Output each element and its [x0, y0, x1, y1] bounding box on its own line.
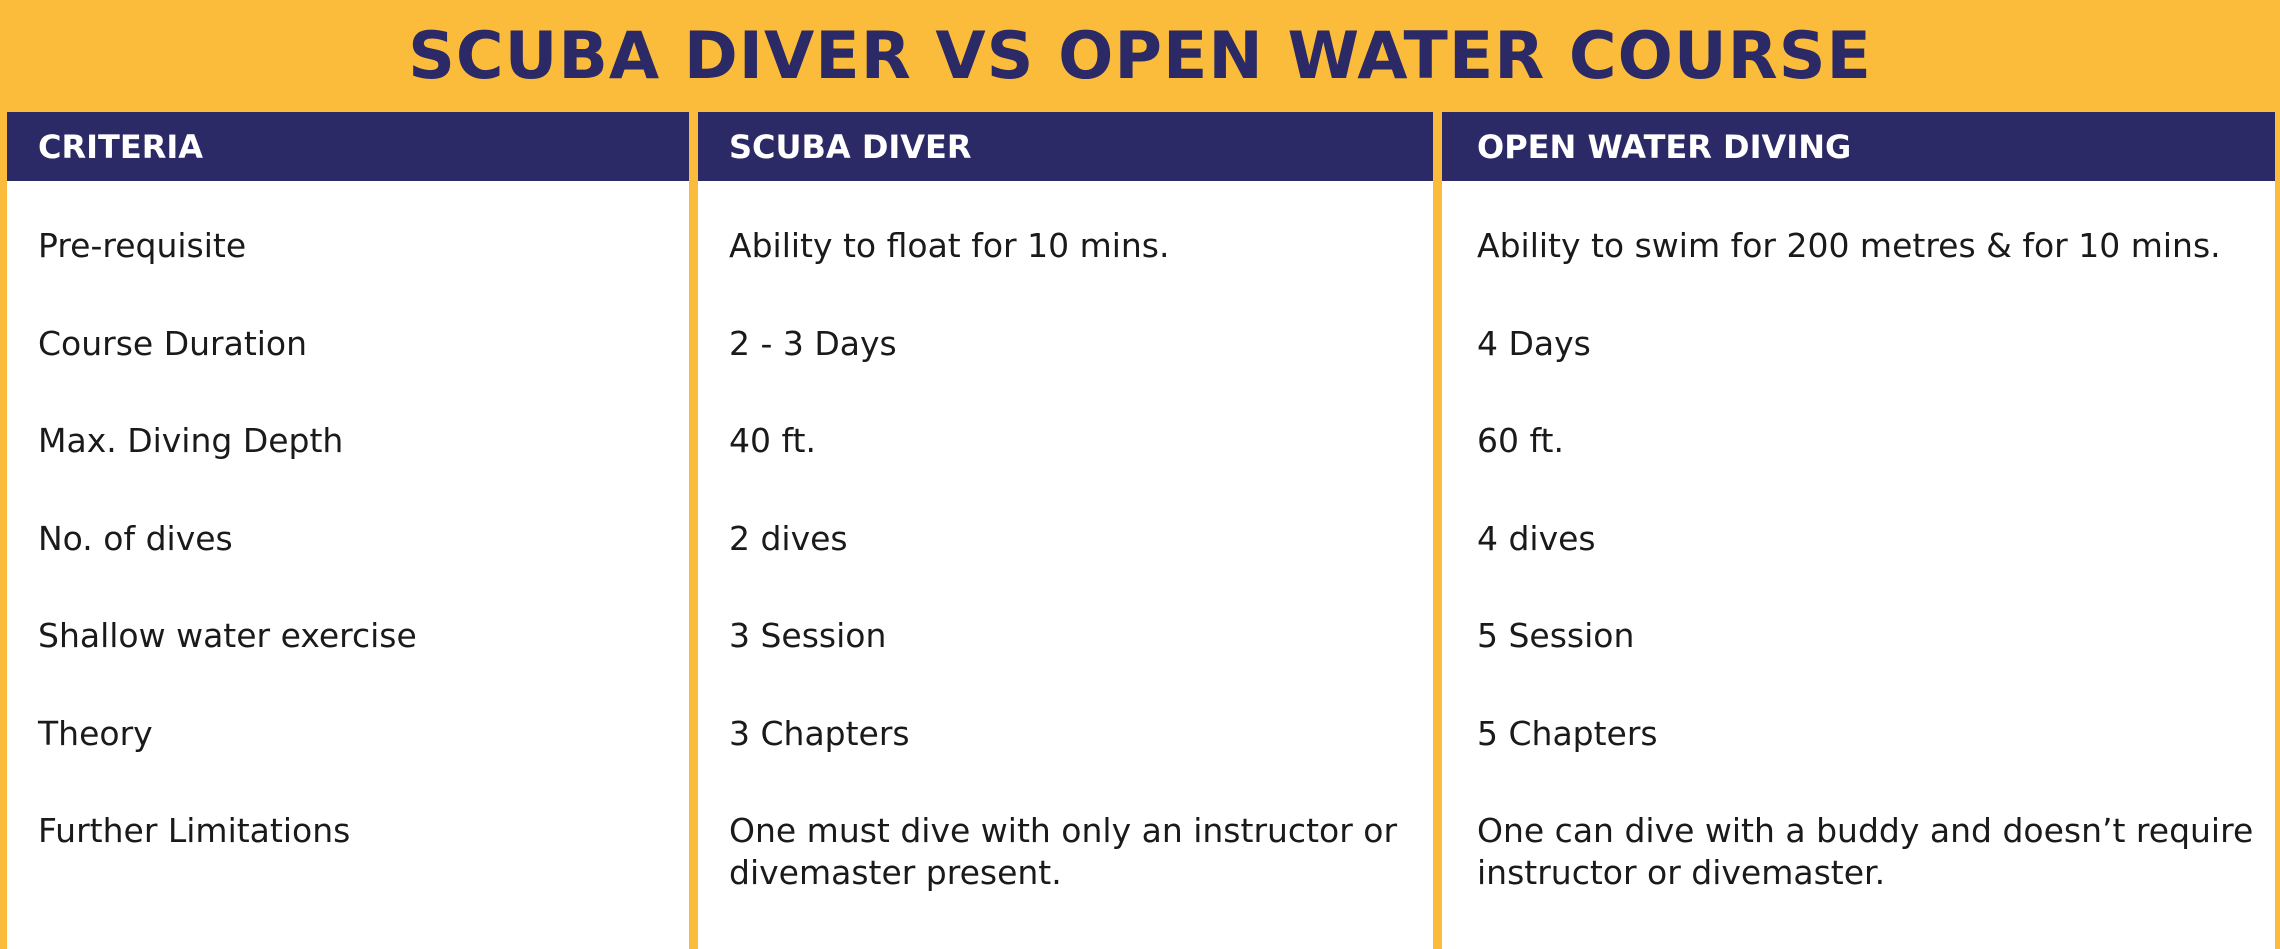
criteria-cell-prerequisite: Pre-requisite: [38, 226, 247, 265]
scuba-cell-prerequisite: Ability to float for 10 mins.: [729, 226, 1170, 265]
scuba-cell-max-depth: 40 ft.: [729, 421, 816, 460]
scuba-cell-limitations: One must dive with only an instructor or divemaster present.: [729, 811, 1398, 892]
open-water-cell-prerequisite: Ability to swim for 200 metres & for 10 mins.: [1477, 226, 2221, 265]
scuba-diver-header: SCUBA DIVER: [698, 112, 1433, 181]
open-water-cell-max-depth: 60 ft.: [1477, 421, 1564, 460]
open-water-cell-shallow-water: 5 Session: [1477, 616, 1635, 655]
scuba-diver-rows: [698, 181, 1433, 908]
criteria-cell-shallow-water: Shallow water exercise: [38, 616, 417, 655]
page-title: SCUBA DIVER VS OPEN WATER COURSE: [408, 18, 1872, 94]
criteria-rows: [7, 181, 689, 908]
open-water-cell-no-of-dives: 4 dives: [1477, 518, 1596, 558]
criteria-cell-limitations: Further Limitations: [38, 811, 351, 850]
open-water-cell-course-duration: 4 Days: [1477, 323, 1591, 363]
open-water-header: OPEN WATER DIVING: [1442, 112, 2275, 181]
criteria-header: CRITERIA: [7, 112, 689, 181]
scuba-cell-theory: 3 Chapters: [729, 713, 910, 753]
criteria-column: [7, 112, 689, 949]
scuba-cell-no-of-dives: 2 dives: [729, 518, 848, 558]
open-water-column: [1442, 112, 2275, 949]
open-water-cell-limitations: One can dive with a buddy and doesn’t require instructor or divemaster.: [1477, 811, 2254, 892]
scuba-cell-course-duration: 2 - 3 Days: [729, 323, 897, 363]
criteria-cell-no-of-dives: No. of dives: [38, 518, 233, 558]
criteria-cell-max-depth: Max. Diving Depth: [38, 421, 344, 460]
criteria-cell-theory: Theory: [38, 713, 153, 753]
criteria-cell-course-duration: Course Duration: [38, 323, 308, 363]
open-water-cell-theory: 5 Chapters: [1477, 713, 1658, 753]
scuba-cell-shallow-water: 3 Session: [729, 616, 887, 655]
scuba-diver-column: [698, 112, 1433, 949]
open-water-rows: [1442, 181, 2275, 908]
